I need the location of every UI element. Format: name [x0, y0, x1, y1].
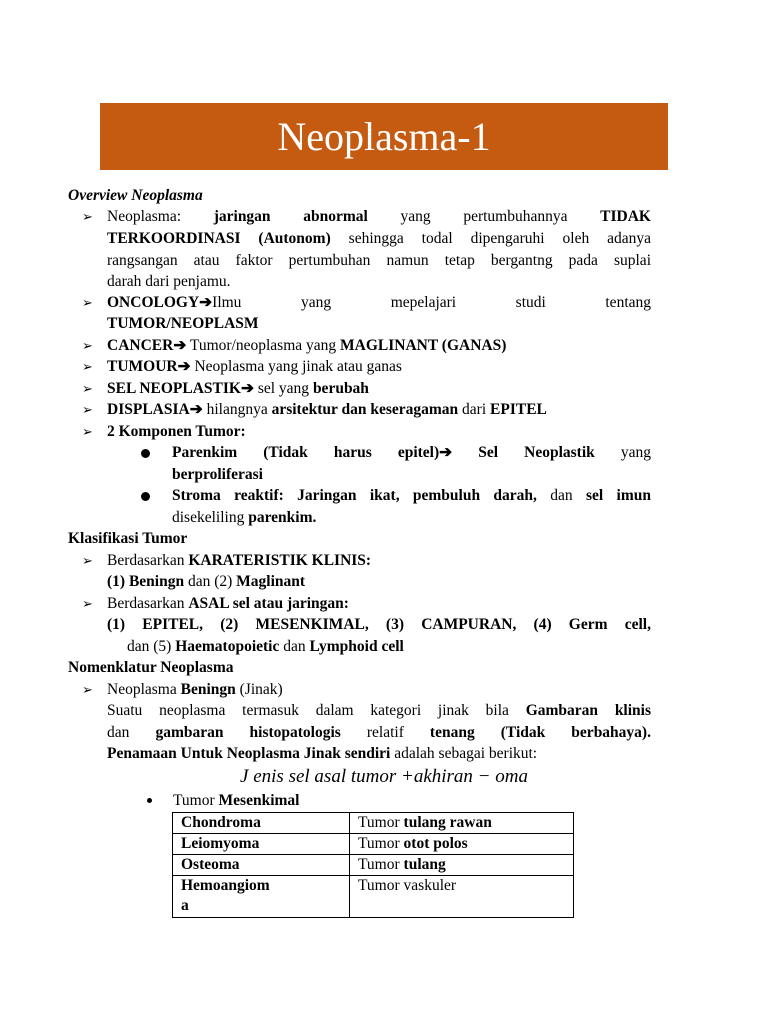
arrow-bullet-icon: ➢: [82, 596, 93, 611]
overview-item-neoplasma-line1: Neoplasma: jaringan abnormal yang pertumbuhannya TIDAK: [107, 208, 651, 225]
overview-item-oncology-line2: TUMOR/NEOPLASM: [107, 315, 259, 332]
tumor-name-cell: Hemoangiom a: [173, 876, 350, 918]
arrow-bullet-icon: ➢: [82, 209, 93, 224]
arrow-bullet-icon: ➢: [82, 424, 93, 439]
tumor-desc-cell: Tumor tulang: [350, 855, 574, 876]
klasifikasi-asal-values: (1) EPITEL, (2) MESENKIMAL, (3) CAMPURAN, (4) Germ cell,: [107, 616, 651, 633]
small-bullet-icon: [147, 798, 152, 803]
overview-item-sel-neoplastik: SEL NEOPLASTIK➔ sel yang berubah: [107, 380, 369, 397]
tumor-desc-cell: Tumor vaskuler: [350, 876, 574, 918]
table-row: [173, 855, 574, 876]
tumor-name-cell: Leiomyoma: [173, 834, 350, 855]
arrow-bullet-icon: ➢: [82, 553, 93, 568]
arrow-bullet-icon: ➢: [82, 338, 93, 353]
klasifikasi-asal: Berdasarkan ASAL sel atau jaringan:: [107, 595, 349, 612]
nomenklatur-paragraph-line2: dan gambaran histopatologis relatif tenang (Tidak berbahaya).: [107, 724, 651, 741]
tumor-desc-cell: Tumor otot polos: [350, 834, 574, 855]
klasifikasi-klinis-values: (1) Beningn dan (2) Maglinant: [107, 573, 306, 590]
nomenklatur-beningn: Neoplasma Beningn (Jinak): [107, 681, 283, 698]
tumor-name-cell: Chondroma: [173, 813, 350, 834]
komponen-stroma-line1: Stroma reaktif: Jaringan ikat, pembuluh darah, dan sel imun: [172, 487, 651, 504]
overview-item-cancer: CANCER➔ Tumor/neoplasma yang MAGLINANT (GANAS): [107, 337, 507, 354]
naming-formula: J enis sel asal tumor +akhiran − oma: [240, 766, 528, 787]
komponen-parenkim-line2: berproliferasi: [172, 466, 263, 483]
overview-item-komponen: 2 Komponen Tumor:: [107, 423, 246, 440]
arrow-bullet-icon: ➢: [82, 381, 93, 396]
overview-item-oncology-line1: ONCOLOGY➔Ilmu yang mepelajari studi tentang: [107, 294, 651, 311]
round-bullet-icon: [141, 449, 150, 458]
overview-item-neoplasma-line3: rangsangan atau faktor pertumbuhan namun tetap bergantng pada suplai: [107, 252, 651, 269]
table-row: [173, 813, 574, 834]
arrow-bullet-icon: ➢: [82, 295, 93, 310]
table-row: [173, 876, 574, 918]
overview-item-neoplasma-line4: darah dari penjamu.: [107, 273, 231, 290]
arrow-bullet-icon: ➢: [82, 682, 93, 697]
tumor-name-cell: Osteoma: [173, 855, 350, 876]
klasifikasi-klinis: Berdasarkan KARATERISTIK KLINIS:: [107, 552, 372, 569]
page-title: Neoplasma-1: [277, 114, 491, 159]
overview-item-displasia: DISPLASIA➔ hilangnya arsitektur dan keseragaman dari EPITEL: [107, 401, 547, 418]
nomenklatur-paragraph-line3: Penamaan Untuk Neoplasma Jinak sendiri adalah sebagai berikut:: [107, 745, 538, 762]
tumor-mesenkimal-label: Tumor Mesenkimal: [173, 792, 300, 809]
nomenklatur-heading: Nomenklatur Neoplasma: [68, 659, 234, 676]
arrow-bullet-icon: ➢: [82, 402, 93, 417]
overview-heading: Overview Neoplasma: [68, 187, 203, 204]
table-row: [173, 834, 574, 855]
mesenkimal-tumor-table: [172, 812, 574, 918]
overview-item-tumour: TUMOUR➔ Neoplasma yang jinak atau ganas: [107, 358, 402, 375]
klasifikasi-heading: Klasifikasi Tumor: [68, 530, 188, 547]
klasifikasi-asal-values-2: dan (5) Haematopoietic dan Lymphoid cell: [127, 638, 404, 655]
overview-item-neoplasma-line2: TERKOORDINASI (Autonom) sehingga todal dipengaruhi oleh adanya: [107, 230, 651, 247]
komponen-stroma-line2: disekeliling parenkim.: [172, 509, 317, 526]
round-bullet-icon: [141, 492, 150, 501]
komponen-parenkim-line1: Parenkim (Tidak harus epitel)➔ Sel Neoplastik yang: [172, 444, 651, 461]
tumor-desc-cell: Tumor tulang rawan: [350, 813, 574, 834]
arrow-bullet-icon: ➢: [82, 359, 93, 374]
nomenklatur-paragraph-line1: Suatu neoplasma termasuk dalam kategori jinak bila Gambaran klinis: [107, 702, 652, 719]
